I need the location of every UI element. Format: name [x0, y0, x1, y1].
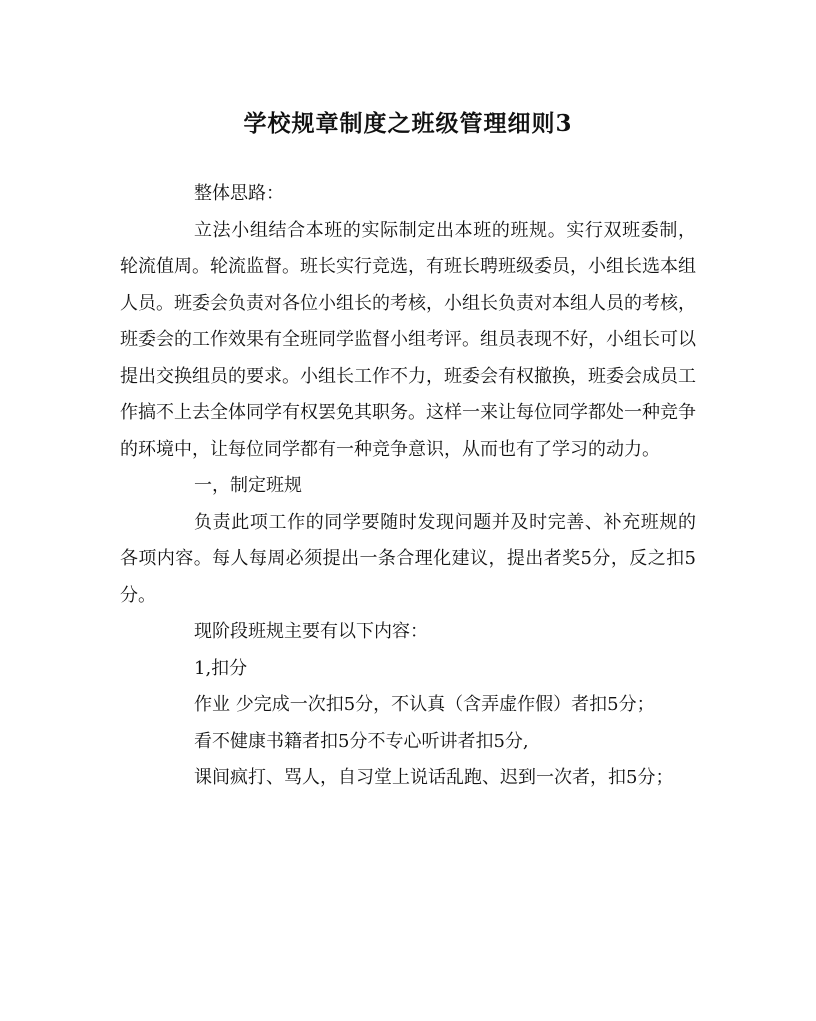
paragraph-overview-heading: 整体思路：	[194, 183, 284, 204]
document-body	[120, 176, 696, 797]
paragraph-overview: 立法小组结合本班的实际制定出本班的班规。实行双班委制，轮流值周。轮流监督。班长实行竞选，有班长聘班级委员，小组长选本组人员。班委会负责对各位小组长的考核，小组长负责对本组人员的考核，班委会的工作效果有全班同学监督小组考评。组员表现不好，小组长可以提出交换组员的要求。小组长工作不力，班委会有权撤换，班委会成员工作搞不上去全体同学有权罢免其职务。这样一来让每位同学都处一种竞争的环境中，让每位同学都有一种竞争意识，从而也有了学习的动力。	[120, 219, 696, 460]
deduction-item-books-attention: 看不健康书籍者扣5分不专心听讲者扣5分,	[194, 730, 529, 752]
paragraph-current-rules-intro: 现阶段班规主要有以下内容：	[194, 621, 428, 642]
section-heading-class-rules: 一，制定班规	[194, 475, 302, 496]
deduction-item-homework: 作业 少完成一次扣5分，不认真（含弄虚作假）者扣5分；	[194, 694, 655, 715]
deduction-item-behavior: 课间疯打、骂人，自习堂上说话乱跑、迟到一次者，扣5分；	[194, 767, 674, 788]
list-heading-deductions: 1,扣分	[194, 657, 248, 679]
paragraph-rules-maintenance: 负责此项工作的同学要随时发现问题并及时完善、补充班规的各项内容。每人每周必须提出一条合理化建议，提出者奖5分，反之扣5分。	[120, 511, 696, 606]
document-title: 学校规章制度之班级管理细则3	[243, 110, 573, 137]
